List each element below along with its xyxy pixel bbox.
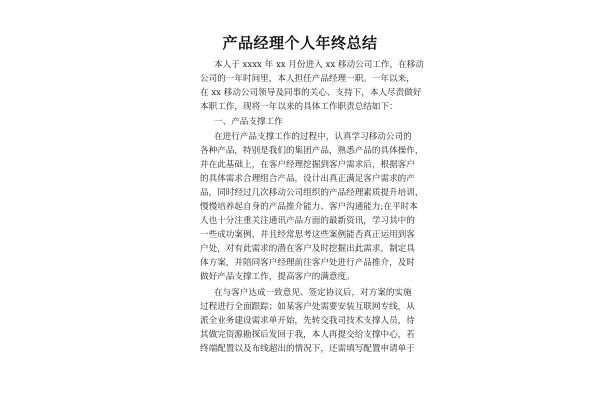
paragraph-line: 公司的一年时间里，本人担任产品经理一职。一年以来， bbox=[200, 74, 415, 84]
paragraph-line: 做好产品支撑工作，提高客户的满意度。 bbox=[200, 272, 355, 282]
paragraph-line: 的具体需求合理组合产品，设计出真正满足客户需求的产 bbox=[200, 174, 415, 184]
paragraph-line: 派全业务建设需求单开始，先转交我司技术支撑人员，待 bbox=[200, 316, 415, 326]
paragraph-line: 在进行产品支撑工作的过程中，认真学习移动公司的 bbox=[214, 132, 412, 142]
paragraph-line: 各种产品，特别是我们的集团产品，熟悉产品的具体操作， bbox=[200, 146, 424, 156]
paragraph-line: 体方案，并陪同客户经理前往客户处进行产品推介，及时 bbox=[200, 258, 415, 268]
document-title: 产品经理个人年终总结 bbox=[222, 34, 378, 52]
paragraph-line: 本职工作，现将一年以来的具体工作职责总结如下： bbox=[200, 102, 398, 112]
paragraph-line: 品，同时经过几次移动公司组织的产品经理素质提升培训， bbox=[200, 188, 424, 198]
paragraph-line: 户处，对有此需求的潜在客户及时挖掘出此需求，制定具 bbox=[200, 244, 415, 254]
paragraph-line: 慢慢培养起自身的产品推介能力、客户沟通能力;在平时本 bbox=[200, 202, 418, 212]
paragraph-line: 在与客户达成一致意见、签定协议后，对方案的实施 bbox=[214, 288, 412, 298]
section-heading: 一、产品支撑工作 bbox=[214, 117, 283, 127]
paragraph-line: 人也十分注重关注通讯产品方面的最新资讯，学习其中的 bbox=[200, 216, 415, 226]
paragraph-line: 本人于 xxxx 年 xx 月份进入 xx 移动公司工作，在移动 bbox=[214, 60, 424, 70]
paragraph-line: 过程进行全面跟踪；如某客户处需要安装互联网专线，从 bbox=[200, 302, 415, 312]
paragraph-line: 终端配置以及布线超出的情况下，还需填写配置申请单于 bbox=[200, 344, 415, 354]
paragraph-line: 一些成功案例，并且经常思考这些案例能否真正运用到客 bbox=[200, 230, 415, 240]
paragraph-line: 并在此基础上，在客户经理挖掘到客户需求后，根据客户 bbox=[200, 160, 415, 170]
paragraph-line: 在 xx 移动公司领导及同事的关心、支持下，本人尽责做好 bbox=[200, 88, 422, 98]
paragraph-line: 其做完资源勘探后发回于我，本人再提交给支撑中心，若 bbox=[200, 330, 415, 340]
